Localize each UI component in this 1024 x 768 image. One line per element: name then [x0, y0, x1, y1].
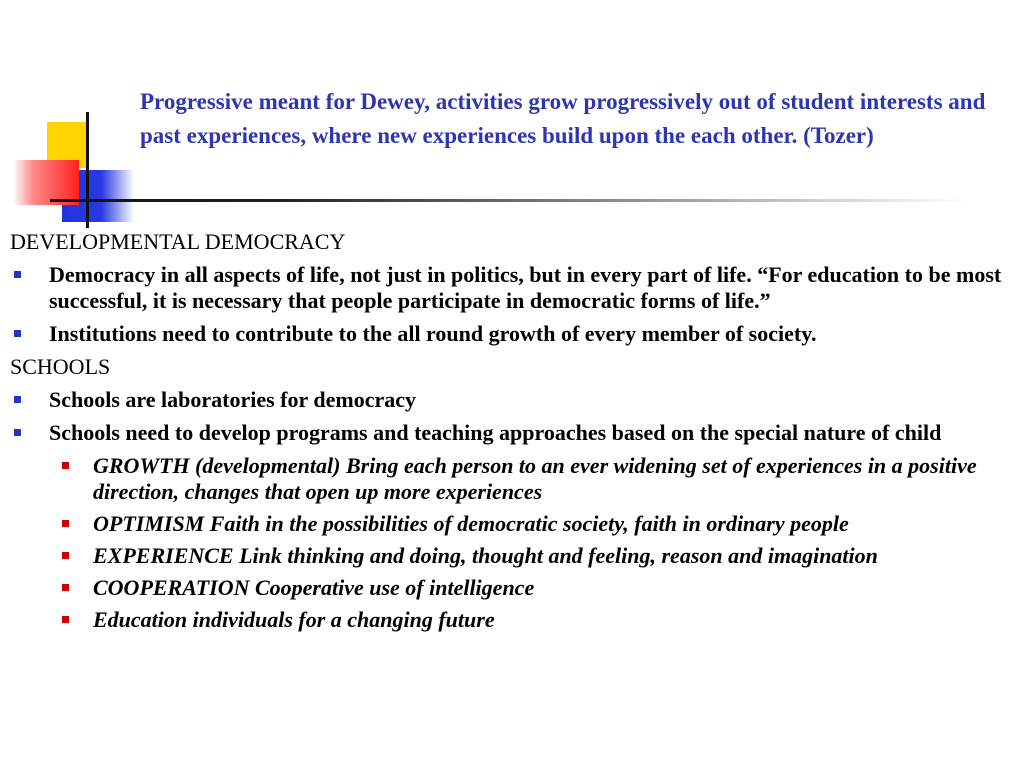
sub-list-item-text: GROWTH (developmental) Bring each person to an ever widening set of experiences in a positive direction, changes that open up more experiences: [93, 453, 977, 504]
slide-body: [10, 229, 1018, 639]
red-square-bullet-icon: [62, 584, 69, 591]
list-item-text: Institutions need to contribute to the all round growth of every member of society.: [49, 321, 817, 346]
sub-list-item: [10, 453, 1018, 505]
list-item: [10, 387, 1018, 413]
section-heading-developmental-democracy: DEVELOPMENTAL DEMOCRACY: [10, 229, 346, 254]
list-item: [10, 321, 1018, 347]
list-item: [10, 420, 1018, 446]
slide-title: Progressive meant for Dewey, activities grow progressively out of student interests and past experiences, where new experiences build upon the each other. (Tozer): [140, 89, 986, 148]
red-square-bullet-icon: [62, 616, 69, 623]
decorative-logo: [0, 100, 140, 240]
square-bullet-icon: [14, 429, 21, 436]
sub-list-item-text: Education individuals for a changing future: [93, 607, 495, 632]
square-bullet-icon: [14, 396, 21, 403]
list-item: [10, 262, 1018, 314]
sub-list-item: [10, 543, 1018, 569]
sub-list-item: [10, 511, 1018, 537]
square-bullet-icon: [14, 271, 21, 278]
red-square-bullet-icon: [62, 462, 69, 469]
sub-list-item-text: COOPERATION Cooperative use of intelligence: [93, 575, 535, 600]
sub-list-item: [10, 575, 1018, 601]
list-item-text: Schools need to develop programs and teaching approaches based on the special nature of child: [49, 420, 942, 445]
red-square-bullet-icon: [62, 520, 69, 527]
red-square-bullet-icon: [62, 552, 69, 559]
section-heading-schools: SCHOOLS: [10, 354, 111, 379]
sub-list-item-text: OPTIMISM Faith in the possibilities of democratic society, faith in ordinary people: [93, 511, 849, 536]
title-underline: [50, 199, 970, 202]
vertical-line-decoration: [86, 112, 89, 228]
square-bullet-icon: [14, 330, 21, 337]
list-item-text: Democracy in all aspects of life, not just in politics, but in every part of life. “For education to be most successful, it is necessary that people participate in democratic forms of life.”: [49, 262, 1002, 313]
sub-list-item: [10, 607, 1018, 633]
list-item-text: Schools are laboratories for democracy: [49, 387, 416, 412]
sub-list-item-text: EXPERIENCE Link thinking and doing, thought and feeling, reason and imagination: [93, 543, 878, 568]
